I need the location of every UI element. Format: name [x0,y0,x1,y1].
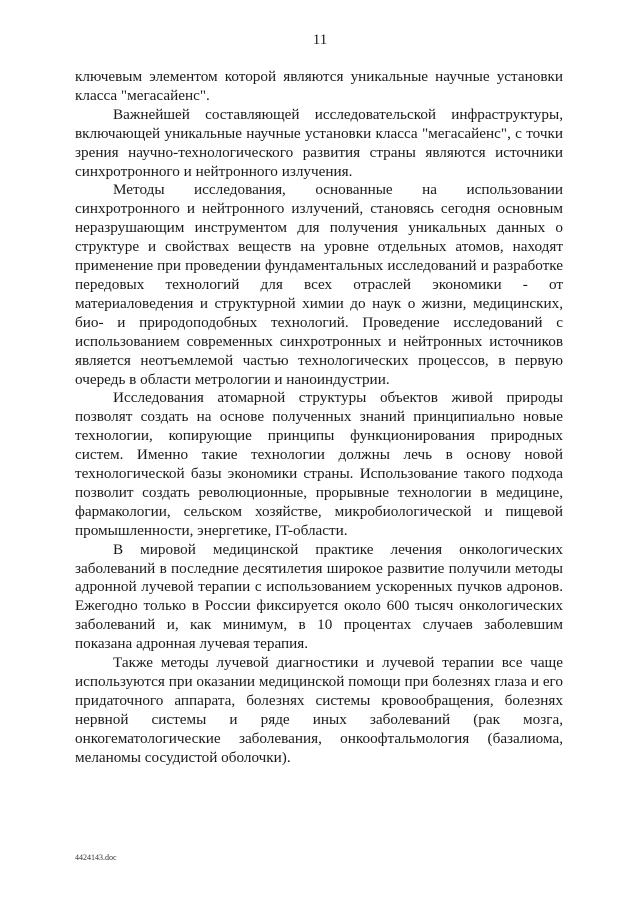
paragraph-continuation: ключевым элементом которой являются уникальные научные установки класса "мегасайенс". [75,68,563,104]
paragraph-hadron-therapy: В мировой медицинской практике лечения онкологических заболеваний в последние десятилетия широкое развитие получили методы адронной лучевой терапии с использованием ускоренных пучков адронов. Ежегодно только в России фиксируется около 600 тысяч онкологических заболеваний и, как минимум, в 10 процентах случаев заболевшим показана адронная лучевая терапия. [75,540,563,653]
page-number: 11 [312,32,328,48]
paragraph-atomic-structure: Исследования атомарной структуры объектов живой природы позволят создать на основе полученных знаний принципиально новые технологии, копирующие принципы функционирования природных систем. Именно такие технологии должны лечь в основу новой технологической базы экономики страны. Использование такого подхода позволит создать революционные, прорывные технологии в медицине, фармакологии, сельском хозяйстве, микробиологической и пищевой промышленности, энергетике, IT-области. [75,389,563,539]
paragraph-radiation-diagnostics: Также методы лучевой диагностики и лучевой терапии все чаще используются при оказании медицинской помощи при болезнях глаза и его придаточного аппарата, болезнях системы кровообращения, болезнях нервной системы и ряде иных заболеваний (рак мозга, онкогематологические заболевания, онкоофтальмология (базалиома, меланомы сосудистой оболочки). [75,654,563,766]
document-filename: 4424143.doc [75,853,117,862]
paragraph-research-methods: Методы исследования, основанные на использовании синхротронного и нейтронного излучений, становясь сегодня основным неразрушающим инструментом для получения уникальных данных о структуре и свойствах веществ на уровне отдельных атомов, находят применение при проведении фундаментальных исследований и разработке передовых технологий для всех отраслей экономики - от материаловедения и структурной химии до наук о жизни, медицинских, био- и природоподобных технологий. Проведение исследований с использованием современных синхротронных и нейтронных источников является неотъемлемой частью технологических процессов, в первую очередь в области метрологии и наноиндустрии. [75,181,563,388]
paragraph-infrastructure: Важнейшей составляющей исследовательской инфраструктуры, включающей уникальные научные установки класса "мегасайенс", с точки зрения научно-технологического развития страны являются источники синхротронного и нейтронного излучения. [75,105,563,180]
document-body [75,68,563,768]
